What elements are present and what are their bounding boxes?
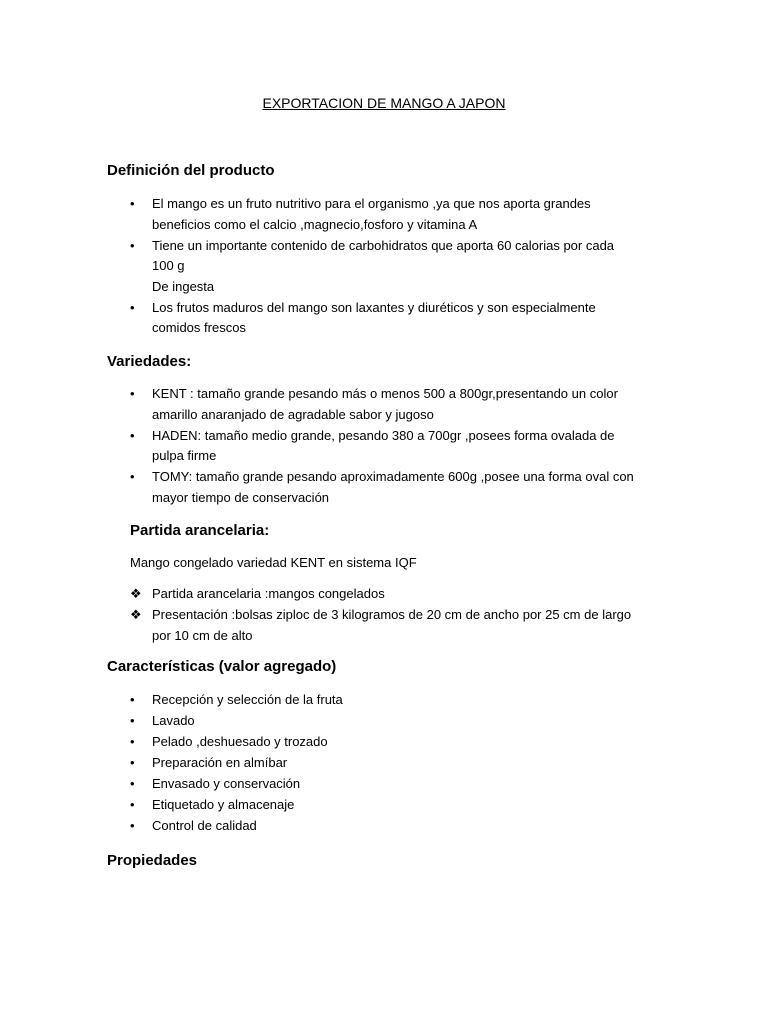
bullet-marker: • [130, 818, 135, 833]
bullet-marker: • [130, 692, 135, 707]
list-item-line: amarillo anaranjado de agradable sabor y jugoso [152, 406, 434, 422]
list-item-line: Los frutos maduros del mango son laxantes y diuréticos y son especialmente [152, 299, 596, 315]
bullet-marker: ❖ [130, 607, 142, 622]
list-item [128, 194, 688, 235]
list-item-line: comidos frescos [152, 320, 246, 335]
list-definicion [128, 194, 688, 339]
bullet-marker: • [130, 776, 135, 791]
list-item [128, 384, 688, 425]
section-heading-caracteristicas: Características (valor agregado) [107, 658, 337, 675]
list-item [128, 426, 688, 467]
bullet-marker: • [130, 755, 135, 770]
bullet-marker: • [130, 427, 135, 443]
list-item [128, 732, 688, 753]
bullet-marker: • [130, 237, 135, 253]
list-item [128, 774, 688, 795]
list-item-line: De ingesta [152, 278, 215, 294]
list-item-line: KENT : tamaño grande pesando más o menos 500 a 800gr,presentando un color [152, 386, 618, 401]
list-item [128, 584, 688, 605]
list-partida [128, 584, 688, 647]
list-item-line: Control de calidad [152, 818, 257, 833]
list-item-line: Envasado y conservación [152, 776, 301, 791]
list-item-line: beneficios como el calcio ,magnecio,fosforo y vitamina A [152, 216, 478, 232]
list-item-line: TOMY: tamaño grande pesando aproximadamente 600g ,posee una forma oval con [152, 469, 634, 484]
list-item [128, 605, 688, 646]
list-item-line: Recepción y selección de la fruta [152, 692, 343, 707]
list-item-line: Etiquetado y almacenaje [152, 797, 295, 812]
bullet-marker: • [130, 469, 135, 484]
list-item [128, 816, 688, 837]
list-item-line: Preparación en almíbar [152, 755, 288, 770]
list-caracteristicas [128, 690, 688, 837]
list-item [128, 236, 688, 298]
list-item-line: 100 g [152, 258, 185, 273]
section-heading-partida: Partida arancelaria: [130, 522, 270, 539]
list-item-line: Partida arancelaria :mangos congelados [152, 586, 385, 601]
list-item [128, 753, 688, 774]
section-heading-variedades: Variedades: [107, 353, 192, 370]
bullet-marker: ❖ [130, 586, 142, 601]
section-heading-definicion: Definición del producto [107, 162, 275, 179]
list-item-line: Tiene un importante contenido de carbohidratos que aporta 60 calorias por cada [152, 237, 615, 253]
list-item-line: Presentación :bolsas ziploc de 3 kilogramos de 20 cm de ancho por 25 cm de largo [152, 607, 632, 622]
list-item [128, 795, 688, 816]
bullet-marker: • [130, 299, 135, 315]
bullet-marker: • [130, 713, 135, 728]
list-item-line: por 10 cm de alto [152, 627, 253, 643]
document-title: EXPORTACION DE MANGO A JAPON [262, 95, 506, 111]
list-item [128, 467, 688, 508]
list-item-line: pulpa firme [152, 448, 217, 463]
list-item-line: El mango es un fruto nutritivo para el organismo ,ya que nos aporta grandes [152, 196, 591, 211]
list-item [128, 690, 688, 711]
list-item-line: mayor tiempo de conservación [152, 489, 330, 505]
list-item-line: Lavado [152, 713, 195, 728]
list-item [128, 711, 688, 732]
bullet-marker: • [130, 386, 135, 401]
bullet-marker: • [130, 797, 135, 812]
list-variedades [128, 384, 688, 509]
list-item-line: Pelado ,deshuesado y trozado [152, 734, 328, 749]
partida-intro-text: Mango congelado variedad KENT en sistema IQF [130, 555, 417, 570]
section-heading-propiedades: Propiedades [107, 852, 198, 869]
bullet-marker: • [130, 196, 135, 211]
list-item-line: HADEN: tamaño medio grande, pesando 380 a 700gr ,posees forma ovalada de [152, 427, 615, 443]
list-item [128, 298, 688, 339]
bullet-marker: • [130, 734, 135, 749]
